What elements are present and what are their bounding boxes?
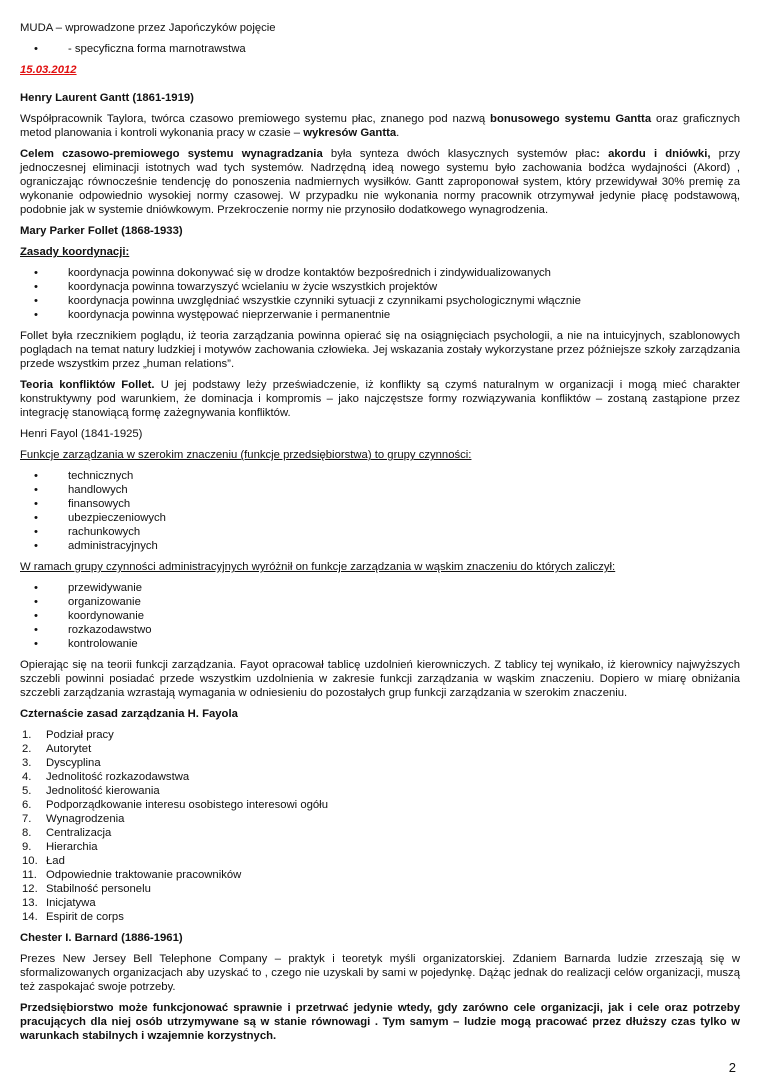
coordination-list [20,266,740,322]
list-item: • przewidywanie [20,581,740,595]
list-item: • ubezpieczeniowych [20,511,740,525]
list-item-text: Wynagrodzenia [46,813,125,825]
list-item-text: Odpowiednie traktowanie pracowników [46,869,242,881]
list-item: • - specyficzna forma marnotrawstwa [20,42,740,56]
list-item [22,896,740,910]
list-item [22,728,740,742]
date-heading: 15.03.2012 [20,64,77,76]
list-number: 4. [22,771,32,783]
list-number: 10. [22,855,38,867]
barnard-heading: Chester I. Barnard (1886-1961) [20,932,183,944]
barnard-paragraph-1: Prezes New Jersey Bell Telephone Company – praktyk i teoretyk myśli organizatorskiej. Zdaniem Barnarda ludzie zrzeszają się w sformalizowanych organizacjach aby uzyskać to , czego nie uzyskali by sami w pojedynkę. Dążąc jednak do realizacji celów organizacji, muszą też zaspokajać swoje potrzeby. [20,953,740,993]
list-item: • finansowych [20,497,740,511]
muda-line: MUDA – wprowadzone przez Japończyków pojęcie [20,22,276,34]
list-item-text: Jednolitość kierowania [46,785,160,797]
list-item: • kontrolowanie [20,637,740,651]
functions-list [20,469,740,553]
list-item [22,840,740,854]
list-item: • koordynacja powinna dokonywać się w drodze kontaktów bezpośrednich i zindywidualizowanych [20,266,740,280]
principles-list [22,728,740,924]
list-item-text: Autorytet [46,743,92,755]
list-item [22,756,740,770]
list-item [22,742,740,756]
list-item [22,854,740,868]
list-item: • rachunkowych [20,525,740,539]
list-number: 13. [22,897,38,909]
list-number: 14. [22,911,38,923]
fayol-subheading-1: Funkcje zarządzania w szerokim znaczeniu (funkcje przedsiębiorstwa) to grupy czynności: [20,449,472,461]
list-item [22,770,740,784]
fayol-heading: Henri Fayol (1841-1925) [20,428,143,440]
list-item-text: Hierarchia [46,841,98,853]
list-item-text: Podporządkowanie interesu osobistego interesowi ogółu [46,799,328,811]
list-number: 5. [22,785,32,797]
list-item-text: Podział pracy [46,729,114,741]
list-number: 1. [22,729,32,741]
admin-functions-list [20,581,740,651]
muda-list [20,42,740,56]
list-item-text: Jednolitość rozkazodawstwa [46,771,190,783]
list-number: 7. [22,813,32,825]
list-number: 6. [22,799,32,811]
gantt-heading: Henry Laurent Gantt (1861-1919) [20,92,194,104]
follet-subheading: Zasady koordynacji: [20,246,130,258]
list-item: • handlowych [20,483,740,497]
fayol-subheading-2: W ramach grupy czynności administracyjnych wyróżnił on funkcje zarządzania w wąskim znaczeniu do których zaliczył: [20,561,616,573]
list-item [22,784,740,798]
gantt-paragraph-1: Współpracownik Taylora, twórca czasowo premiowego systemu płac, znanego pod nazwą bonusowego systemu Gantta oraz graficznych metod planowania i kontroli wykonania pracy w czasie – wykresów Gantta. [20,113,741,139]
list-number: 12. [22,883,38,895]
follet-heading: Mary Parker Follet (1868-1933) [20,225,183,237]
list-item-text: Stabilność personelu [46,883,151,895]
list-item: • koordynowanie [20,609,740,623]
list-number: 2. [22,743,32,755]
page-number: 2 [728,1060,736,1075]
follet-paragraph-1: Follet była rzecznikiem poglądu, iż teoria zarządzania powinna opierać się na osiągnięciach psychologii, a nie na intuicyjnych, szablonowych poglądach na temat natury ludzkiej i motywów zachowania człowieka. Jej wskazania zostały wykorzystane przez późniejsze szkoły zarządzania przede wszystkim przez „human relations”. [20,330,740,370]
list-item: • koordynacja powinna towarzyszyć wcielaniu w życie wszystkich projektów [20,280,740,294]
list-number: 8. [22,827,32,839]
list-item-text: Espirit de corps [46,911,124,923]
list-item-text: Centralizacja [46,827,112,839]
gantt-paragraph-2: Celem czasowo-premiowego systemu wynagradzania była synteza dwóch klasycznych systemów płac: akordu i dniówki, przy jednoczesnej eliminacji istotnych wad tych systemów. Nadrzędną ideą nowego systemu było zachowania bodźca wydajności (Akord) , ograniczając równocześnie tendencję do ponoszenia nadmiernych wysiłków. Gantt zaproponował system, który przewidywał 30% premię za wykonanie odpowiednio wysokiej normy czasowej. W przypadku nie wykonania normy pracownik otrzymywał jedynie płacę podstawową, podobnie jak w systemie dniówkowym. Przekroczenie normy nie przynosiło dodatkowego wynagrodzenia. [20,148,741,216]
list-item: • koordynacja powinna występować nieprzerwanie i permanentnie [20,308,740,322]
list-item: • technicznych [20,469,740,483]
list-item-text: Inicjatywa [46,897,96,909]
list-item [22,910,740,924]
fayol-principles-heading: Czternaście zasad zarządzania H. Fayola [20,708,238,720]
list-item [22,826,740,840]
list-item [22,812,740,826]
list-item: • koordynacja powinna uwzględniać wszystkie czynniki sytuacji z czynnikami psychologicznymi włącznie [20,294,740,308]
list-item [22,868,740,882]
list-item: • administracyjnych [20,539,740,553]
list-item-text: Ład [46,855,65,867]
list-item [22,882,740,896]
barnard-paragraph-2: Przedsiębiorstwo może funkcjonować sprawnie i przetrwać jedynie wtedy, gdy zarówno cele organizacji, jak i cele oraz potrzeby pracujących dla niej osób utrzymywane są w stanie równowagi . Tym samym – ludzie mogą pracować przez dłuższy czas tylko w warunkach stabilnych i wzajemnie korzystnych. [20,1002,740,1042]
list-item-text: Dyscyplina [46,757,101,769]
follet-paragraph-2: Teoria konfliktów Follet. U jej podstawy leży przeświadczenie, iż konflikty są czymś naturalnym w organizacji i mogą mieć charakter konstruktywny pod warunkiem, że dominacja i kompromis – jako najczęstsze formy rozwiązywania konfliktów – zostaną zastąpione przez integrację stanowiącą formę zażegnywania konfliktów. [20,379,740,419]
list-item: • organizowanie [20,595,740,609]
list-number: 3. [22,757,32,769]
list-number: 11. [22,869,37,881]
list-item: • rozkazodawstwo [20,623,740,637]
fayol-paragraph: Opierając się na teorii funkcji zarządzania. Fayot opracował tablicę uzdolnień kierowniczych. Z tablicy tej wynikało, iż kierownicy najwyższych szczebli powinni posiadać przede wszystkim uzdolnienia w zakresie funkcji zarządzania w wąskim znaczeniu. Dopiero w miarę obniżania szczebli zarządzania wzrastają wymagania w odniesieniu do pozostałych grup funkcji zarządzania w szerokim znaczeniu. [20,659,740,699]
list-number: 9. [22,841,32,853]
list-item [22,798,740,812]
